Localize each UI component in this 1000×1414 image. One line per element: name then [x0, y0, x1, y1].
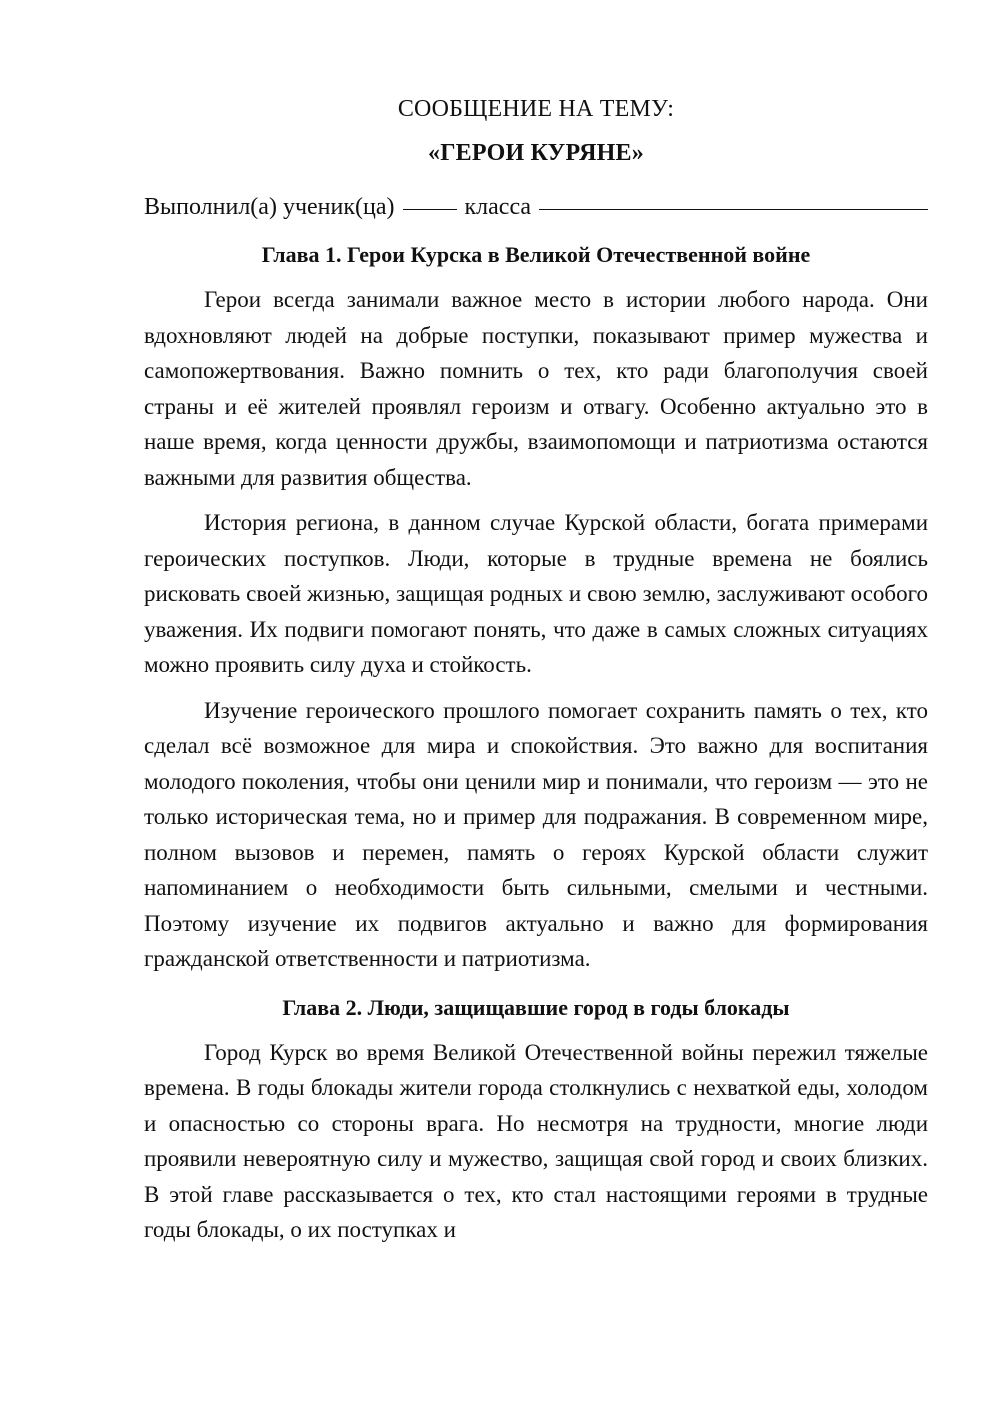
chapter-2-paragraph-1: Город Курск во время Великой Отечественной войны пережил тяжелые времена. В годы блокады жители города столкнулись с нехваткой еды, холодом и опасностью со стороны врага. Но несмотря на трудности, многие люди проявили невероятную силу и мужество, защищая свой город и своих близких. В этой главе рассказывается о тех, кто стал настоящими героями в трудные годы блокады, о их поступках и [144, 1039, 928, 1242]
class-label: класса [464, 194, 532, 220]
document-title-line2: «ГЕРОИ КУРЯНЕ» [428, 140, 644, 166]
chapter-1-paragraph-1: Герои всегда занимали важное место в истории любого народа. Они вдохновляют людей на добрые поступки, показывают пример мужества и самопожертвования. Важно помнить о тех, кто ради благополучия своей страны и её жителей проявлял героизм и отвагу. Особенно актуально это в наше время, когда ценности дружбы, взаимопомощи и патриотизма остаются важными для развития общества. [144, 287, 928, 490]
student-info-line [144, 190, 928, 224]
document-page [144, 92, 928, 1248]
chapter-1-paragraph-2: История региона, в данном случае Курской области, богата примерами героических поступков. Люди, которые в трудные времена не боялись рисковать своей жизнью, защищая родных и свою землю, заслуживают особого уважения. Их подвиги помогают понять, что даже в самых сложных ситуациях можно проявить силу духа и стойкость. [144, 510, 928, 677]
chapter-1-heading: Глава 1. Герои Курска в Великой Отечественной войне [261, 242, 811, 267]
class-number-blank [403, 209, 457, 210]
chapter-2-heading: Глава 2. Люди, защищавшие город в годы блокады [282, 994, 790, 1020]
document-title-line1: СООБЩЕНИЕ НА ТЕМУ: [397, 96, 675, 122]
chapter-1-paragraph-3: Изучение героического прошлого помогает сохранить память о тех, кто сделал всё возможное для мира и спокойствия. Это важно для воспитания молодого поколения, чтобы они ценили мир и понимали, что героизм — это не только историческая тема, но и пример для подражания. В современном мире, полном вызовов и перемен, память о героях Курской области служит напоминанием о необходимости быть сильными, смелыми и честными. Поэтому изучение их подвигов актуально и важно для формирования гражданской ответственности и патриотизма. [144, 697, 928, 971]
student-name-blank [539, 209, 928, 210]
student-label: Выполнил(а) ученик(ца) [144, 194, 395, 220]
